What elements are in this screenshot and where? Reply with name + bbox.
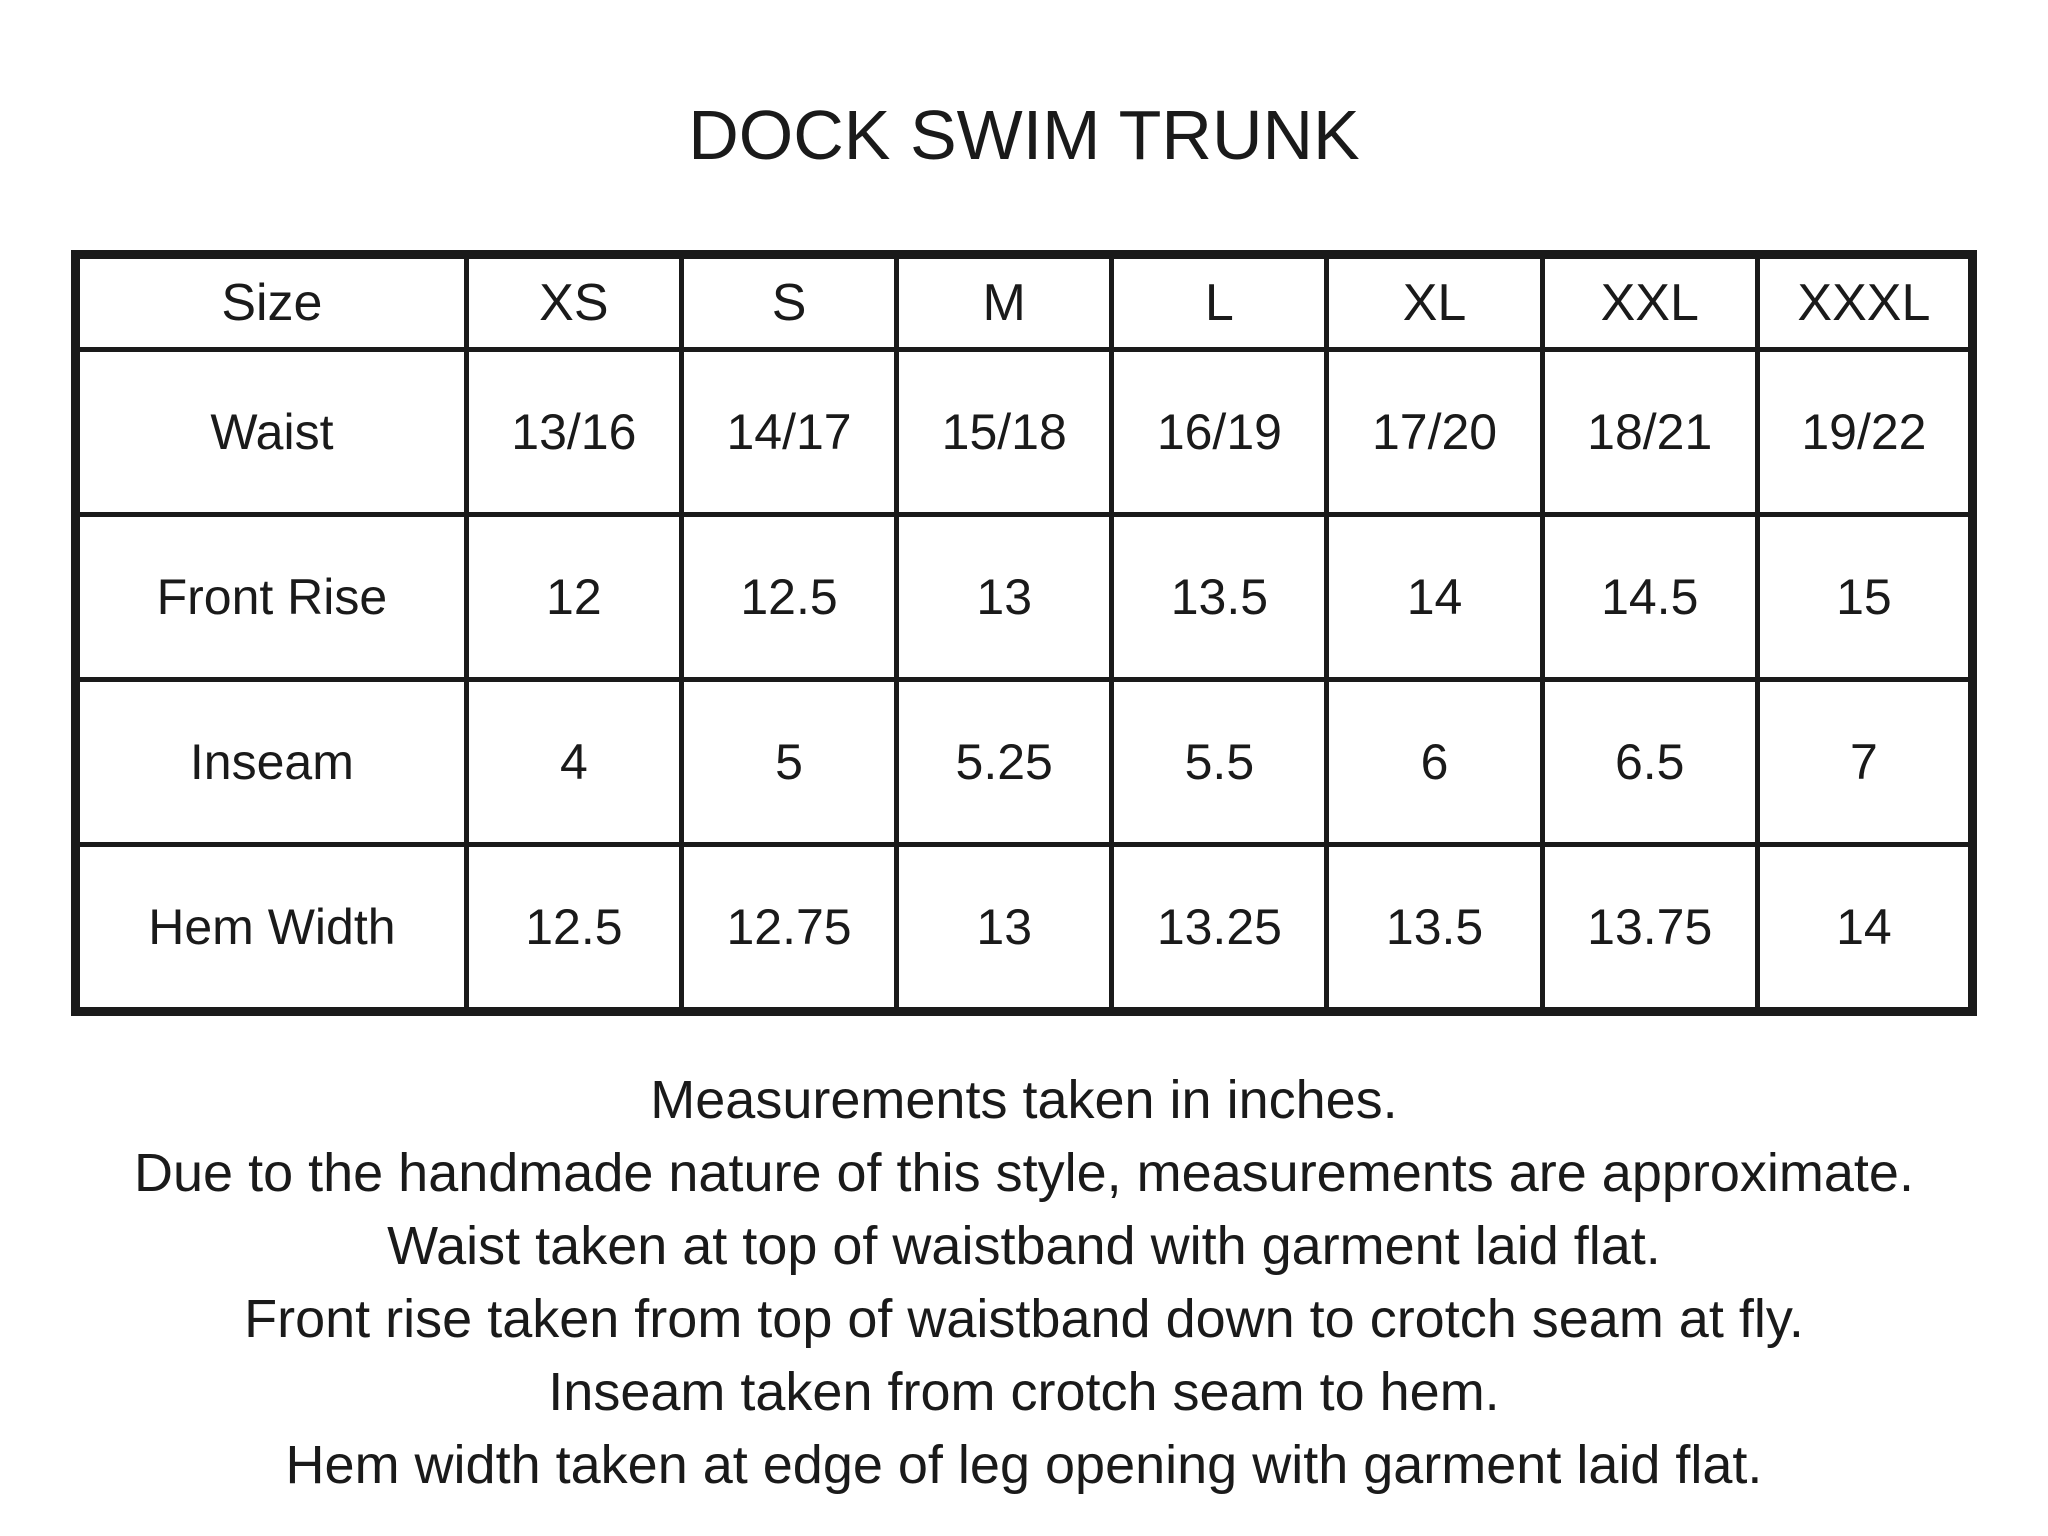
note-handmade: Due to the handmade nature of this style, measurements are approximate. [134, 1143, 1914, 1203]
column-header-size: Size [76, 255, 467, 350]
note-waist: Waist taken at top of waistband with garment laid flat. [387, 1216, 1661, 1276]
measurement-cell: 6 [1327, 680, 1542, 845]
measurement-cell: 5.5 [1112, 680, 1327, 845]
column-header-xxl: XXL [1542, 255, 1757, 350]
size-chart-header-row [76, 255, 1973, 350]
measurement-cell: 13.5 [1327, 845, 1542, 1012]
measurement-cell: 15 [1757, 515, 1972, 680]
measurement-cell: 14 [1327, 515, 1542, 680]
measurement-cell: 15/18 [897, 350, 1112, 515]
measurement-cell: 13.25 [1112, 845, 1327, 1012]
measurement-cell: 14 [1757, 845, 1972, 1012]
measurement-cell: 13.5 [1112, 515, 1327, 680]
measurement-row-inseam [76, 680, 1973, 845]
measurement-cell: 13.75 [1542, 845, 1757, 1012]
column-header-xl: XL [1327, 255, 1542, 350]
measurement-cell: 7 [1757, 680, 1972, 845]
size-chart-table [71, 250, 1977, 1016]
measurement-cell: 19/22 [1757, 350, 1972, 515]
column-header-xs: XS [466, 255, 681, 350]
measurement-cell: 13/16 [466, 350, 681, 515]
measurement-cell: 6.5 [1542, 680, 1757, 845]
measurement-cell: 12.5 [466, 845, 681, 1012]
measurement-cell: 5.25 [897, 680, 1112, 845]
measurement-cell: 17/20 [1327, 350, 1542, 515]
note-hem-width: Hem width taken at edge of leg opening with garment laid flat. [285, 1435, 1763, 1495]
measurement-cell: 18/21 [1542, 350, 1757, 515]
measurement-cell: 12.5 [681, 515, 896, 680]
measurement-row-front-rise [76, 515, 1973, 680]
note-units: Measurements taken in inches. [650, 1070, 1398, 1130]
row-label-inseam: Inseam [76, 680, 467, 845]
note-front-rise: Front rise taken from top of waistband down to crotch seam at fly. [244, 1289, 1804, 1349]
row-label-waist: Waist [76, 350, 467, 515]
measurement-cell: 13 [897, 515, 1112, 680]
measurement-cell: 16/19 [1112, 350, 1327, 515]
column-header-m: M [897, 255, 1112, 350]
row-label-hem-width: Hem Width [76, 845, 467, 1012]
note-inseam: Inseam taken from crotch seam to hem. [548, 1362, 1500, 1422]
measurement-cell: 12.75 [681, 845, 896, 1012]
measurement-row-waist [76, 350, 1973, 515]
measurement-cell: 13 [897, 845, 1112, 1012]
column-header-l: L [1112, 255, 1327, 350]
measurement-cell: 12 [466, 515, 681, 680]
measurement-cell: 4 [466, 680, 681, 845]
measurement-row-hem-width [76, 845, 1973, 1012]
measurement-cell: 14/17 [681, 350, 896, 515]
page-title: DOCK SWIM TRUNK [688, 96, 1360, 174]
row-label-front-rise: Front Rise [76, 515, 467, 680]
column-header-s: S [681, 255, 896, 350]
column-header-xxxl: XXXL [1757, 255, 1972, 350]
measurement-cell: 5 [681, 680, 896, 845]
measurement-cell: 14.5 [1542, 515, 1757, 680]
measurement-notes [0, 1064, 2048, 1502]
size-chart-container [71, 250, 1977, 1016]
